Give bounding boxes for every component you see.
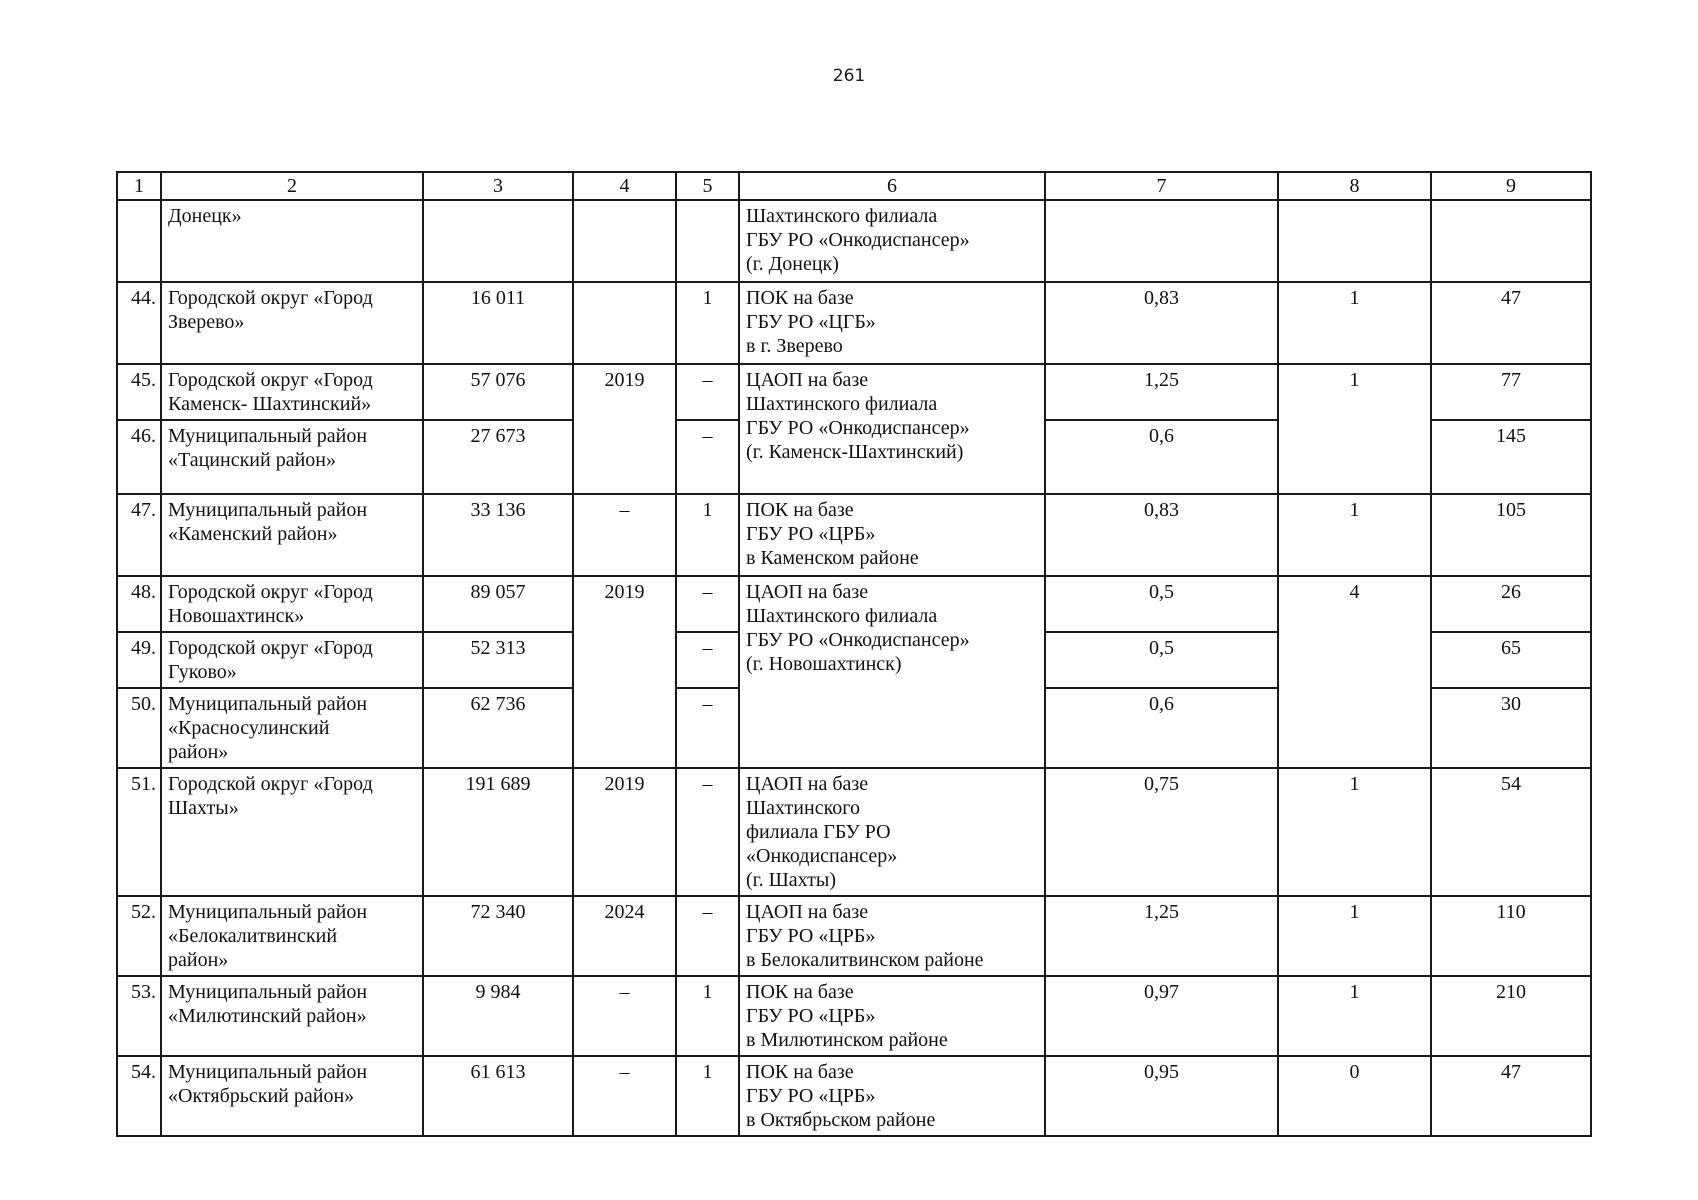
population: 57 076 bbox=[423, 364, 573, 420]
row-number: 45. bbox=[117, 364, 161, 420]
col9-value: 77 bbox=[1431, 364, 1591, 420]
header-cell: 1 bbox=[117, 172, 161, 200]
year: 2019 bbox=[573, 576, 676, 768]
row-number: 47. bbox=[117, 494, 161, 576]
row-number: 53. bbox=[117, 976, 161, 1056]
col7-value: 0,5 bbox=[1045, 632, 1278, 688]
header-cell: 7 bbox=[1045, 172, 1278, 200]
year: 2019 bbox=[573, 768, 676, 896]
col7-value: 0,6 bbox=[1045, 420, 1278, 494]
col9-value: 54 bbox=[1431, 768, 1591, 896]
row-number: 48. bbox=[117, 576, 161, 632]
data-table bbox=[116, 171, 1592, 1137]
col5-value: 1 bbox=[676, 494, 739, 576]
col8-value: 1 bbox=[1278, 976, 1431, 1056]
col9-value: 145 bbox=[1431, 420, 1591, 494]
population: 191 689 bbox=[423, 768, 573, 896]
row-number: 46. bbox=[117, 420, 161, 494]
col8-value: 1 bbox=[1278, 494, 1431, 576]
col7-value: 0,75 bbox=[1045, 768, 1278, 896]
col9-value: 210 bbox=[1431, 976, 1591, 1056]
col7-value: 0,83 bbox=[1045, 494, 1278, 576]
col8-value: 4 bbox=[1278, 576, 1431, 768]
col7-value: 0,97 bbox=[1045, 976, 1278, 1056]
year: 2024 bbox=[573, 896, 676, 976]
population: 89 057 bbox=[423, 576, 573, 632]
col8-value: 1 bbox=[1278, 768, 1431, 896]
municipality: Муниципальный район «Октябрьский район» bbox=[161, 1056, 423, 1136]
municipality: Муниципальный район «Тацинский район» bbox=[161, 420, 423, 494]
header-cell: 3 bbox=[423, 172, 573, 200]
header-cell: 9 bbox=[1431, 172, 1591, 200]
col8-value: 1 bbox=[1278, 896, 1431, 976]
year bbox=[573, 282, 676, 364]
facility: ЦАОП на базе Шахтинского филиала ГБУ РО «Онкодиспансер» (г. Шахты) bbox=[739, 768, 1045, 896]
col5-value: 1 bbox=[676, 1056, 739, 1136]
facility: Шахтинского филиала ГБУ РО «Онкодиспансер» (г. Донецк) bbox=[739, 200, 1045, 282]
table-row bbox=[117, 896, 1591, 976]
facility: ЦАОП на базе ГБУ РО «ЦРБ» в Белокалитвинском районе bbox=[739, 896, 1045, 976]
header-cell: 4 bbox=[573, 172, 676, 200]
population: 9 984 bbox=[423, 976, 573, 1056]
population: 16 011 bbox=[423, 282, 573, 364]
row-number: 51. bbox=[117, 768, 161, 896]
table-row bbox=[117, 976, 1591, 1056]
year: – bbox=[573, 494, 676, 576]
row-number bbox=[117, 200, 161, 282]
municipality: Городской округ «Город Каменск- Шахтинский» bbox=[161, 364, 423, 420]
row-number: 44. bbox=[117, 282, 161, 364]
col9-value: 26 bbox=[1431, 576, 1591, 632]
col7-value: 1,25 bbox=[1045, 896, 1278, 976]
row-number: 54. bbox=[117, 1056, 161, 1136]
municipality: Муниципальный район «Милютинский район» bbox=[161, 976, 423, 1056]
population: 61 613 bbox=[423, 1056, 573, 1136]
population: 52 313 bbox=[423, 632, 573, 688]
municipality: Городской округ «Город Гуково» bbox=[161, 632, 423, 688]
year: 2019 bbox=[573, 364, 676, 494]
col5-value: – bbox=[676, 420, 739, 494]
col9-value: 110 bbox=[1431, 896, 1591, 976]
facility: ПОК на базе ГБУ РО «ЦРБ» в Каменском районе bbox=[739, 494, 1045, 576]
col5-value: – bbox=[676, 576, 739, 632]
col8-value: 0 bbox=[1278, 1056, 1431, 1136]
header-row bbox=[117, 172, 1591, 200]
population bbox=[423, 200, 573, 282]
municipality: Муниципальный район «Красносулинский район» bbox=[161, 688, 423, 768]
col9-value bbox=[1431, 200, 1591, 282]
table-row bbox=[117, 1056, 1591, 1136]
table-row bbox=[117, 768, 1591, 896]
col5-value: – bbox=[676, 364, 739, 420]
header-cell: 8 bbox=[1278, 172, 1431, 200]
table-row bbox=[117, 494, 1591, 576]
col9-value: 30 bbox=[1431, 688, 1591, 768]
year: – bbox=[573, 1056, 676, 1136]
table-row bbox=[117, 282, 1591, 364]
population: 72 340 bbox=[423, 896, 573, 976]
facility: ПОК на базе ГБУ РО «ЦРБ» в Милютинском районе bbox=[739, 976, 1045, 1056]
col9-value: 105 bbox=[1431, 494, 1591, 576]
table-row bbox=[117, 364, 1591, 420]
col8-value bbox=[1278, 200, 1431, 282]
page-number: 261 bbox=[832, 66, 866, 86]
col7-value: 0,83 bbox=[1045, 282, 1278, 364]
row-number: 50. bbox=[117, 688, 161, 768]
col5-value: – bbox=[676, 632, 739, 688]
population: 62 736 bbox=[423, 688, 573, 768]
col5-value: – bbox=[676, 896, 739, 976]
header-cell: 6 bbox=[739, 172, 1045, 200]
municipality: Городской округ «Город Новошахтинск» bbox=[161, 576, 423, 632]
table-row bbox=[117, 576, 1591, 632]
facility: ПОК на базе ГБУ РО «ЦРБ» в Октябрьском районе bbox=[739, 1056, 1045, 1136]
col5-value bbox=[676, 200, 739, 282]
col7-value bbox=[1045, 200, 1278, 282]
col5-value: – bbox=[676, 688, 739, 768]
col5-value: – bbox=[676, 768, 739, 896]
col7-value: 0,95 bbox=[1045, 1056, 1278, 1136]
header-cell: 2 bbox=[161, 172, 423, 200]
facility: ЦАОП на базе Шахтинского филиала ГБУ РО «Онкодиспансер» (г. Каменск-Шахтинский) bbox=[739, 364, 1045, 494]
col9-value: 47 bbox=[1431, 1056, 1591, 1136]
col8-value: 1 bbox=[1278, 282, 1431, 364]
municipality: Городской округ «Город Зверево» bbox=[161, 282, 423, 364]
year: – bbox=[573, 976, 676, 1056]
municipality: Муниципальный район «Каменский район» bbox=[161, 494, 423, 576]
row-number: 52. bbox=[117, 896, 161, 976]
col9-value: 65 bbox=[1431, 632, 1591, 688]
row-number: 49. bbox=[117, 632, 161, 688]
table-row bbox=[117, 200, 1591, 282]
municipality: Муниципальный район «Белокалитвинский район» bbox=[161, 896, 423, 976]
col9-value: 47 bbox=[1431, 282, 1591, 364]
col5-value: 1 bbox=[676, 976, 739, 1056]
header-cell: 5 bbox=[676, 172, 739, 200]
population: 33 136 bbox=[423, 494, 573, 576]
col7-value: 0,6 bbox=[1045, 688, 1278, 768]
municipality: Донецк» bbox=[161, 200, 423, 282]
facility: ПОК на базе ГБУ РО «ЦГБ» в г. Зверево bbox=[739, 282, 1045, 364]
municipality: Городской округ «Город Шахты» bbox=[161, 768, 423, 896]
col5-value: 1 bbox=[676, 282, 739, 364]
facility: ЦАОП на базе Шахтинского филиала ГБУ РО «Онкодиспансер» (г. Новошахтинск) bbox=[739, 576, 1045, 768]
col8-value: 1 bbox=[1278, 364, 1431, 494]
col7-value: 1,25 bbox=[1045, 364, 1278, 420]
year bbox=[573, 200, 676, 282]
col7-value: 0,5 bbox=[1045, 576, 1278, 632]
population: 27 673 bbox=[423, 420, 573, 494]
